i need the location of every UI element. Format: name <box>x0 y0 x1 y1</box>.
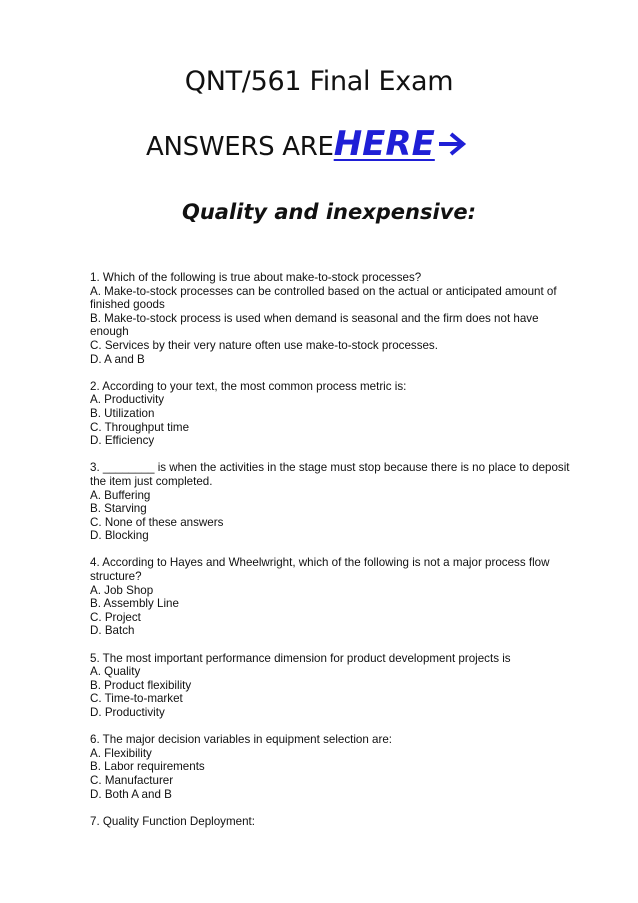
question-block <box>90 652 580 720</box>
question-line: B. Assembly Line <box>90 597 179 611</box>
question-block <box>90 556 580 638</box>
question-line: B. Labor requirements <box>90 760 205 774</box>
here-link[interactable] <box>334 124 469 164</box>
question-line: finished goods <box>90 298 165 312</box>
question-line: B. Starving <box>90 502 147 516</box>
question-line: B. Product flexibility <box>90 678 192 692</box>
question-line: C. Project <box>90 610 141 624</box>
question-line: A. Flexibility <box>90 746 152 760</box>
question-text: 5. The most important performance dimension for product development projects is <box>90 651 511 665</box>
question-line: D. Efficiency <box>90 434 155 448</box>
questions-list <box>90 271 580 842</box>
question-line: B. Make-to-stock process is used when demand is seasonal and the firm does not have <box>90 311 539 325</box>
question-block <box>90 461 580 543</box>
question-text: 7. Quality Function Deployment: <box>90 814 255 828</box>
page-title: QNT/561 Final Exam <box>184 66 454 97</box>
question-block <box>90 733 580 801</box>
question-line: enough <box>90 325 129 339</box>
question-line: B. Utilization <box>90 406 155 420</box>
question-line: structure? <box>90 570 142 584</box>
question-line: A. Job Shop <box>90 583 154 597</box>
question-line: C. Throughput time <box>90 420 190 434</box>
question-line: D. A and B <box>90 352 145 366</box>
question-line: D. Batch <box>90 624 135 638</box>
answers-line <box>146 124 469 166</box>
question-line: the item just completed. <box>90 474 213 488</box>
question-line: A. Productivity <box>90 393 165 407</box>
question-text: 6. The major decision variables in equipment selection are: <box>90 733 393 747</box>
question-line: C. Manufacturer <box>90 773 174 787</box>
question-line: D. Productivity <box>90 706 165 719</box>
question-block <box>90 380 580 448</box>
question-line: C. Services by their very nature often use make-to-stock processes. <box>90 338 438 352</box>
question-line: D. Blocking <box>90 529 149 543</box>
question-line: D. Both A and B <box>90 787 172 801</box>
question-block <box>90 271 580 366</box>
question-line: A. Make-to-stock processes can be controlled based on the actual or anticipated amount of <box>90 284 557 298</box>
question-line: A. Quality <box>90 665 141 679</box>
question-text: 4. According to Hayes and Wheelwright, which of the following is not a major process flow <box>90 556 550 570</box>
question-line: C. Time-to-market <box>90 692 183 706</box>
here-link-label: HERE <box>333 124 435 164</box>
question-text: 2. According to your text, the most common process metric is: <box>90 379 407 393</box>
subtitle: Quality and inexpensive: <box>181 200 477 224</box>
right-arrow-icon <box>437 126 469 166</box>
question-text: 3. ________ is when the activities in the stage must stop because there is no place to deposit <box>90 461 570 475</box>
question-block <box>90 815 580 829</box>
question-line: C. None of these answers <box>90 515 224 529</box>
answers-prefix: ANSWERS ARE <box>146 132 334 162</box>
question-line: A. Buffering <box>90 488 151 502</box>
question-text: 1. Which of the following is true about make-to-stock processes? <box>90 271 422 284</box>
